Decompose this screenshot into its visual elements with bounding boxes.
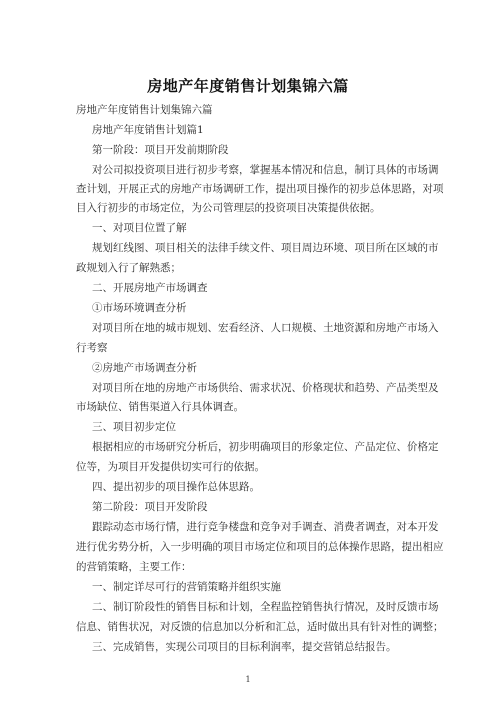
paragraph-line: 根据相应的市场研究分析后，初步明确项目的形象定位、产品定位、价格定: [92, 441, 439, 453]
paragraph-line: 第二阶段：项目开发阶段: [92, 501, 208, 513]
paragraph-line: 对项目所在地的房地产市场供给、需求状况、价格现状和趋势、产品类型及: [92, 382, 439, 394]
paragraph-line: 对公司拟投资项目进行初步考察，掌握基本情况和信息，制订具体的市场调: [92, 164, 439, 176]
paragraph-line: 四、提出初步的项目操作总体思路。: [92, 481, 260, 493]
paragraph-line: 房地产年度销售计划集锦六篇: [76, 104, 213, 116]
paragraph-line: 市场缺位、销售渠道入行具体调查。: [76, 401, 244, 413]
paragraph-line: 三、完成销售，实现公司项目的目标利润率，提交营销总结报告。: [92, 641, 397, 653]
paragraph-line: 第一阶段：项目开发前期阶段: [92, 144, 229, 156]
paragraph-line: 规划红线图、项目相关的法律手续文件、项目周边环境、项目所在区域的市: [92, 242, 439, 254]
page-number: 1: [245, 675, 251, 684]
paragraph-line: ①市场环境调查分析: [92, 302, 187, 314]
paragraph-line: 一、对项目位置了解: [92, 222, 187, 234]
paragraph-line: 信息、销售状况，对反馈的信息加以分析和汇总，适时做出具有针对性的调整；: [76, 621, 444, 633]
paragraph-line: 查计划，开展正式的房地产市场调研工作，提出项目操作的初步总体思路，对项: [76, 183, 444, 195]
paragraph-line: 行考察: [76, 342, 108, 354]
paragraph-line: 房地产年度销售计划篇1: [92, 124, 204, 136]
paragraph-line: 政规划入行了解熟悉；: [76, 262, 181, 274]
paragraph-line: 进行优劣势分析，入一步明确的项目市场定位和项目的总体操作思路，提出相应: [76, 541, 444, 553]
paragraph-line: 的营销策略，主要工作：: [76, 561, 192, 573]
paragraph-line: 二、开展房地产市场调查: [92, 282, 208, 294]
paragraph-line: 位等，为项目开发提供切实可行的依据。: [76, 461, 265, 473]
paragraph-line: 目入行初步的市场定位，为公司管理层的投资项目决策提供依据。: [76, 202, 381, 214]
paragraph-line: 跟踪动态市场行情，进行竞争楼盘和竞争对手调查、消费者调查，对本开发: [92, 521, 439, 533]
paragraph-line: 一、制定详尽可行的营销策略并组织实施: [92, 581, 281, 593]
paragraph-line: 三、项目初步定位: [92, 421, 176, 433]
paragraph-line: ②房地产市场调查分析: [92, 362, 197, 374]
document-title: 房地产年度销售计划集锦六篇: [147, 77, 349, 95]
paragraph-line: 对项目所在地的城市规划、宏看经济、人口规模、土地资源和房地产市场入: [92, 322, 439, 334]
paragraph-line: 二、制订阶段性的销售目标和计划，全程监控销售执行情况，及时反馈市场: [92, 601, 439, 613]
